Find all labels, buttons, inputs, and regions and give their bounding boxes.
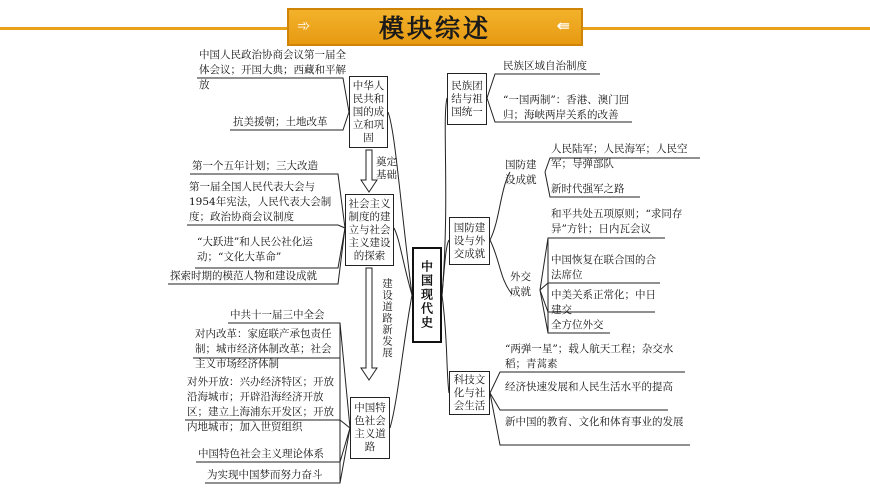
link-label-new-development: 建设道路新发展: [381, 278, 393, 359]
item-un-seat: 中国恢复在联合国的合法席位: [551, 254, 656, 281]
item-omnidirectional: 全方位外交: [551, 319, 604, 331]
sublabel-defense: 国防建设成就: [505, 159, 537, 186]
central-topic: 中国现代史: [412, 247, 442, 343]
topic-box-science-society: [449, 371, 490, 415]
topic-label: 社会主义制度的建立与社会主义建设的探索: [348, 197, 391, 262]
link-label-foundation: 奠定基础: [376, 156, 397, 181]
item-regional-autonomy: 民族区域自治制度: [503, 60, 587, 72]
item-education-culture: 新中国的教育、文化和体育事业的发展: [505, 416, 684, 428]
right-arrow-icon: ➾: [297, 16, 314, 35]
topic-box-defense-diplomacy: [449, 217, 490, 265]
topic-box-socialism-chinese-characteristics: [350, 397, 390, 459]
item-five-year-plan: 第一个五年计划；三大改造: [192, 160, 318, 172]
item-cppcc-founding: 中国人民政治协商会议第一届全体会议；开国大典；西藏和平解放: [199, 49, 346, 91]
item-china-dream: 为实现中国梦而努力奋斗: [207, 469, 323, 481]
item-model-figures: 探索时期的模范人物和建设成就: [170, 270, 317, 282]
item-armed-forces: 人民陆军；人民海军；人民空军；导弹部队: [551, 143, 688, 170]
item-korea-land-reform: 抗美援朝；土地改革: [233, 116, 328, 128]
item-economic-growth: 经济快速发展和人民生活水平的提高: [505, 381, 673, 393]
item-third-plenum: 中共十一届三中全会: [230, 309, 325, 321]
item-domestic-reform: 对内改革：家庭联产承包责任制；城市经济体制改革；社会主义市场经济体制: [195, 328, 332, 370]
item-theory-system: 中国特色社会主义理论体系: [198, 448, 324, 460]
left-arrow-icon: ⇚: [556, 16, 573, 35]
topic-box-socialist-system: [345, 194, 394, 266]
sublabel-diplomacy: 外交成就: [510, 271, 531, 298]
topic-label: 中国特色社会主义道路: [354, 402, 386, 453]
item-sino-us-japan: 中美关系正常化；中日建交: [551, 289, 656, 316]
banner-title: 模块综述: [378, 14, 491, 43]
item-npc-constitution: 第一届全国人民代表大会与1954年宪法，人民代表大会制度；政治协商会议制度: [189, 181, 332, 223]
topic-label: 民族团结与祖国统一: [451, 79, 483, 118]
topic-box-prc-founding: [349, 76, 388, 148]
topic-label: 中华人民共和国的成立和巩固: [352, 79, 385, 144]
item-opening-up: 对外开放：兴办经济特区；开放沿海城市；开辟沿海经济开放区；建立上海浦东开发区；开放内地城市；加入世贸组织: [187, 376, 334, 433]
topic-label: 国防建设与外交成就: [453, 221, 486, 260]
item-one-country-two-systems: “一国两制”：香港、澳门回归；海峡两岸关系的改善: [503, 94, 630, 121]
item-great-leap: “大跃进”和人民公社化运动；“文化大革命”: [197, 236, 313, 263]
topic-label: 科技文化与社会生活: [453, 373, 486, 412]
item-new-era-military: 新时代强军之路: [551, 183, 625, 195]
topic-box-national-unity: [447, 73, 487, 125]
item-two-bombs-one-satellite: “两弹一星”；载人航天工程；杂交水稻；青蒿素: [505, 343, 674, 370]
item-five-principles: 和平共处五项原则；“求同存异”方针；日内瓦会议: [551, 208, 683, 235]
